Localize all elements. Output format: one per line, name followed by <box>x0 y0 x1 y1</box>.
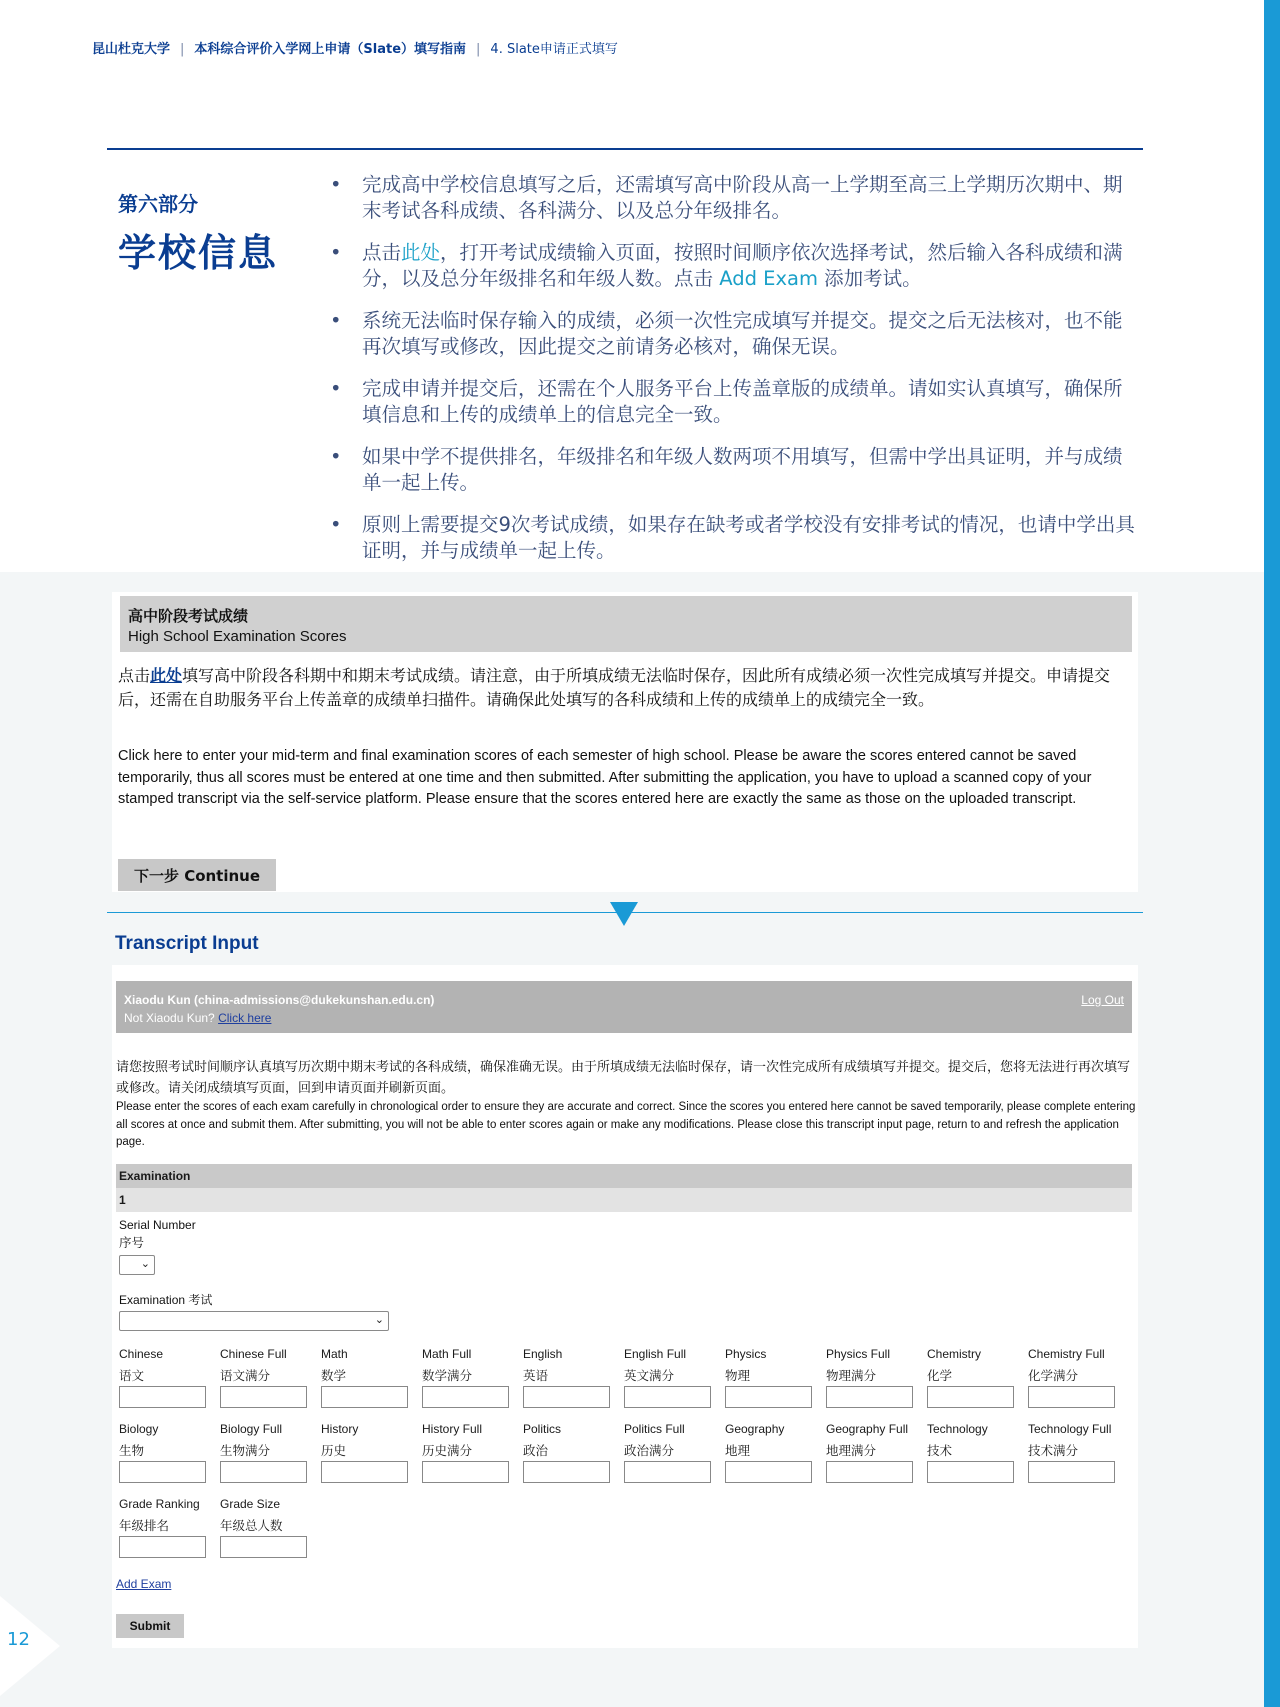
score-input[interactable] <box>119 1461 206 1483</box>
field-label-en: Politics <box>523 1422 562 1436</box>
instructions-zh: 请您按照考试时间顺序认真填写历次期中期末考试的各科成绩，确保准确无误。由于所填成绩无法临时保存，请一次性完成所有成绩填写并提交。提交后，您将无法进行再次填写或修改。请关闭成绩填写页面，回到申请页面并刷新页面。 <box>116 1060 1131 1096</box>
hs-scores-title-zh: 高中阶段考试成绩 <box>128 607 249 625</box>
right-accent-bar <box>1264 0 1280 1707</box>
add-exam-link[interactable]: Add Exam <box>116 1577 172 1591</box>
field-label-zh: 生物满分 <box>220 1443 271 1458</box>
user-bar <box>116 981 1132 1033</box>
chevron-down-icon: ⌄ <box>374 1313 384 1326</box>
section-subtitle: 第六部分 <box>118 192 198 216</box>
university-name: 昆山杜克大学 <box>92 42 171 57</box>
chapter-title: 4. Slate申请正式填写 <box>490 42 618 57</box>
score-input[interactable] <box>321 1386 408 1408</box>
transcript-input-card <box>112 965 1138 1648</box>
serial-number-select[interactable] <box>119 1255 155 1275</box>
field-label-en: Grade Ranking <box>119 1497 200 1511</box>
field-label-zh: 技术满分 <box>1028 1443 1079 1458</box>
field-label-en: Biology <box>119 1422 159 1436</box>
list-item: • 系统无法临时保存输入的成绩，必须一次性完成填写并提交。提交之后无法核对，也不能再次填写或修改，因此提交之前请务必核对，确保无误。 <box>330 309 1123 358</box>
bullet-icon: • <box>330 513 342 536</box>
chevron-down-icon: ⌄ <box>140 1257 150 1270</box>
list-item: • 点击此处，打开考试成绩输入页面，按照时间顺序依次选择考试，然后输入各科成绩和满分，以及总分年级排名和年级人数。点击 Add Exam 添加考试。 <box>330 241 1123 290</box>
list-item: • 完成高中学校信息填写之后，还需填写高中阶段从高一上学期至高三上学期历次期中、期末考试各科成绩、各科满分、以及总分年级排名。 <box>330 173 1123 222</box>
field-label-en: Geography <box>725 1422 785 1436</box>
field-label-en: Chinese Full <box>220 1347 287 1361</box>
field-label-en: English Full <box>624 1347 687 1361</box>
field-label-en: Math Full <box>422 1347 472 1361</box>
field-label-zh: 历史满分 <box>422 1443 473 1458</box>
score-input[interactable] <box>1028 1386 1115 1408</box>
score-input[interactable] <box>119 1536 206 1558</box>
field-label-zh: 化学 <box>927 1368 953 1383</box>
hs-scores-header <box>120 596 1132 652</box>
not-user-line: Not Xiaodu Kun? Click here <box>124 1011 272 1025</box>
score-input[interactable] <box>725 1386 812 1408</box>
field-label-zh: 年级总人数 <box>220 1518 283 1533</box>
field-label-zh: 历史 <box>321 1443 347 1458</box>
field-label-zh: 物理 <box>725 1368 751 1383</box>
field-label-zh: 英文满分 <box>624 1368 675 1383</box>
field-label-en: English <box>523 1347 563 1361</box>
field-label-zh: 年级排名 <box>119 1518 170 1533</box>
score-input[interactable] <box>826 1386 913 1408</box>
hs-scores-card <box>112 592 1138 892</box>
score-input[interactable] <box>624 1461 711 1483</box>
section-divider <box>107 148 1143 150</box>
bullet-icon: • <box>330 173 342 196</box>
field-label-zh: 地理 <box>725 1443 751 1458</box>
field-label-en: Physics Full <box>826 1347 891 1361</box>
field-label-zh: 语文 <box>119 1368 145 1383</box>
list-item: • 原则上需要提交9次考试成绩，如果存在缺考或者学校没有安排考试的情况，也请中学出具证明，并与成绩单一起上传。 <box>330 513 1135 562</box>
score-input[interactable] <box>321 1461 408 1483</box>
score-input[interactable] <box>725 1461 812 1483</box>
list-item: • 完成申请并提交后，还需在个人服务平台上传盖章版的成绩单。请如实认真填写，确保所填信息和上传的成绩单上的信息完全一致。 <box>330 377 1123 426</box>
score-input[interactable] <box>220 1536 307 1558</box>
bullet-icon: • <box>330 377 342 400</box>
field-label-en: History Full <box>422 1422 483 1436</box>
serial-label: Serial Number 序号 <box>119 1218 196 1250</box>
score-input[interactable] <box>1028 1461 1115 1483</box>
score-input[interactable] <box>422 1386 509 1408</box>
examination-header: Examination <box>116 1164 1132 1188</box>
field-label-en: Technology Full <box>1028 1422 1112 1436</box>
score-input[interactable] <box>220 1461 307 1483</box>
transcript-input-title: Transcript Input <box>115 933 259 954</box>
field-label-en: Math <box>321 1347 348 1361</box>
field-label-zh: 技术 <box>927 1443 953 1458</box>
field-label-zh: 地理满分 <box>826 1443 877 1458</box>
here-link[interactable]: 此处 <box>401 241 441 264</box>
field-label-zh: 生物 <box>119 1443 145 1458</box>
bullet-icon: • <box>330 241 342 264</box>
logout-link[interactable]: Log Out <box>1081 993 1124 1007</box>
down-arrow-icon <box>610 902 638 926</box>
bullet-icon: • <box>330 309 342 332</box>
examination-select[interactable] <box>119 1311 389 1331</box>
field-label-en: Chemistry Full <box>1028 1347 1105 1361</box>
click-here-link[interactable]: Click here <box>218 1011 272 1025</box>
continue-button[interactable]: 下一步 Continue <box>118 859 276 891</box>
header-separator: | <box>180 42 185 57</box>
score-input[interactable] <box>523 1461 610 1483</box>
hs-scores-title-en: High School Examination Scores <box>128 628 347 645</box>
user-identity: Xiaodu Kun (china-admissions@dukekunshan.edu.cn) <box>124 993 435 1007</box>
score-input[interactable] <box>523 1386 610 1408</box>
hs-scores-body-zh: 点击此处填写高中阶段各科期中和期末考试成绩。请注意，由于所填成绩无法临时保存，因此所有成绩必须一次性完成填写并提交。申请提交后，还需在自助服务平台上传盖章的成绩单扫描件。请确保此处填写的各科成绩和上传的成绩单上的成绩完全一致。 <box>118 666 1111 709</box>
field-label-zh: 政治 <box>523 1443 549 1458</box>
field-label-zh: 数学满分 <box>422 1368 473 1383</box>
here-link[interactable]: 此处 <box>150 666 183 685</box>
page-header <box>92 38 618 57</box>
field-label-zh: 政治满分 <box>624 1443 675 1458</box>
score-input[interactable] <box>826 1461 913 1483</box>
field-label-en: Politics Full <box>624 1422 685 1436</box>
hs-scores-body-en: Click here to enter your mid-term and final examination scores of each semester of high school. Please be aware the scores entered cannot be saved temporarily, thus all scores must be entered at one time and then submitted. After submitting the application, you have to upload a scanned copy of your stamped transcript via the self-service platform. Please ensure that the scores entered here are exactly the same as those on the uploaded transcript. <box>118 748 1092 808</box>
section-title: 学校信息 <box>118 231 279 275</box>
score-input[interactable] <box>220 1386 307 1408</box>
field-label-en: Grade Size <box>220 1497 281 1511</box>
instruction-list <box>330 172 1136 580</box>
field-label-zh: 化学满分 <box>1028 1368 1079 1383</box>
guide-title: 本科综合评价入学网上申请（Slate）填写指南 <box>194 42 467 57</box>
score-input[interactable] <box>624 1386 711 1408</box>
field-label-zh: 物理满分 <box>826 1368 877 1383</box>
field-label-en: Technology <box>927 1422 988 1436</box>
field-label-en: Chemistry <box>927 1347 982 1361</box>
instructions-en: Please enter the scores of each exam carefully in chronological order to ensure they are accurate and correct. Since the scores you entered here cannot be saved temporarily, please complete entering all scores at once and submit them. After submitting, you will not be able to enter scores again or make any modifications. Please close this transcript input page, return to and refresh the application page. <box>116 1101 1136 1148</box>
field-label-en: Physics <box>725 1347 767 1361</box>
field-label-en: History <box>321 1422 359 1436</box>
page-number: 12 <box>7 1629 30 1650</box>
examination-number: 1 <box>116 1188 1132 1212</box>
submit-button[interactable]: Submit <box>116 1614 184 1638</box>
bullet-icon: • <box>330 445 342 468</box>
add-exam-link[interactable]: Add Exam <box>719 267 818 290</box>
field-label-zh: 英语 <box>523 1368 549 1383</box>
header-separator: | <box>476 42 481 57</box>
examination-label: Examination 考试 <box>119 1293 213 1307</box>
score-input[interactable] <box>927 1386 1014 1408</box>
field-label-zh: 数学 <box>321 1368 347 1383</box>
field-label-en: Chinese <box>119 1347 164 1361</box>
score-input[interactable] <box>119 1386 206 1408</box>
field-label-zh: 语文满分 <box>220 1368 271 1383</box>
score-input[interactable] <box>422 1461 509 1483</box>
field-label-en: Geography Full <box>826 1422 909 1436</box>
score-input[interactable] <box>927 1461 1014 1483</box>
field-label-en: Biology Full <box>220 1422 283 1436</box>
list-item: • 如果中学不提供排名，年级排名和年级人数两项不用填写，但需中学出具证明，并与成绩单一起上传。 <box>330 445 1123 494</box>
